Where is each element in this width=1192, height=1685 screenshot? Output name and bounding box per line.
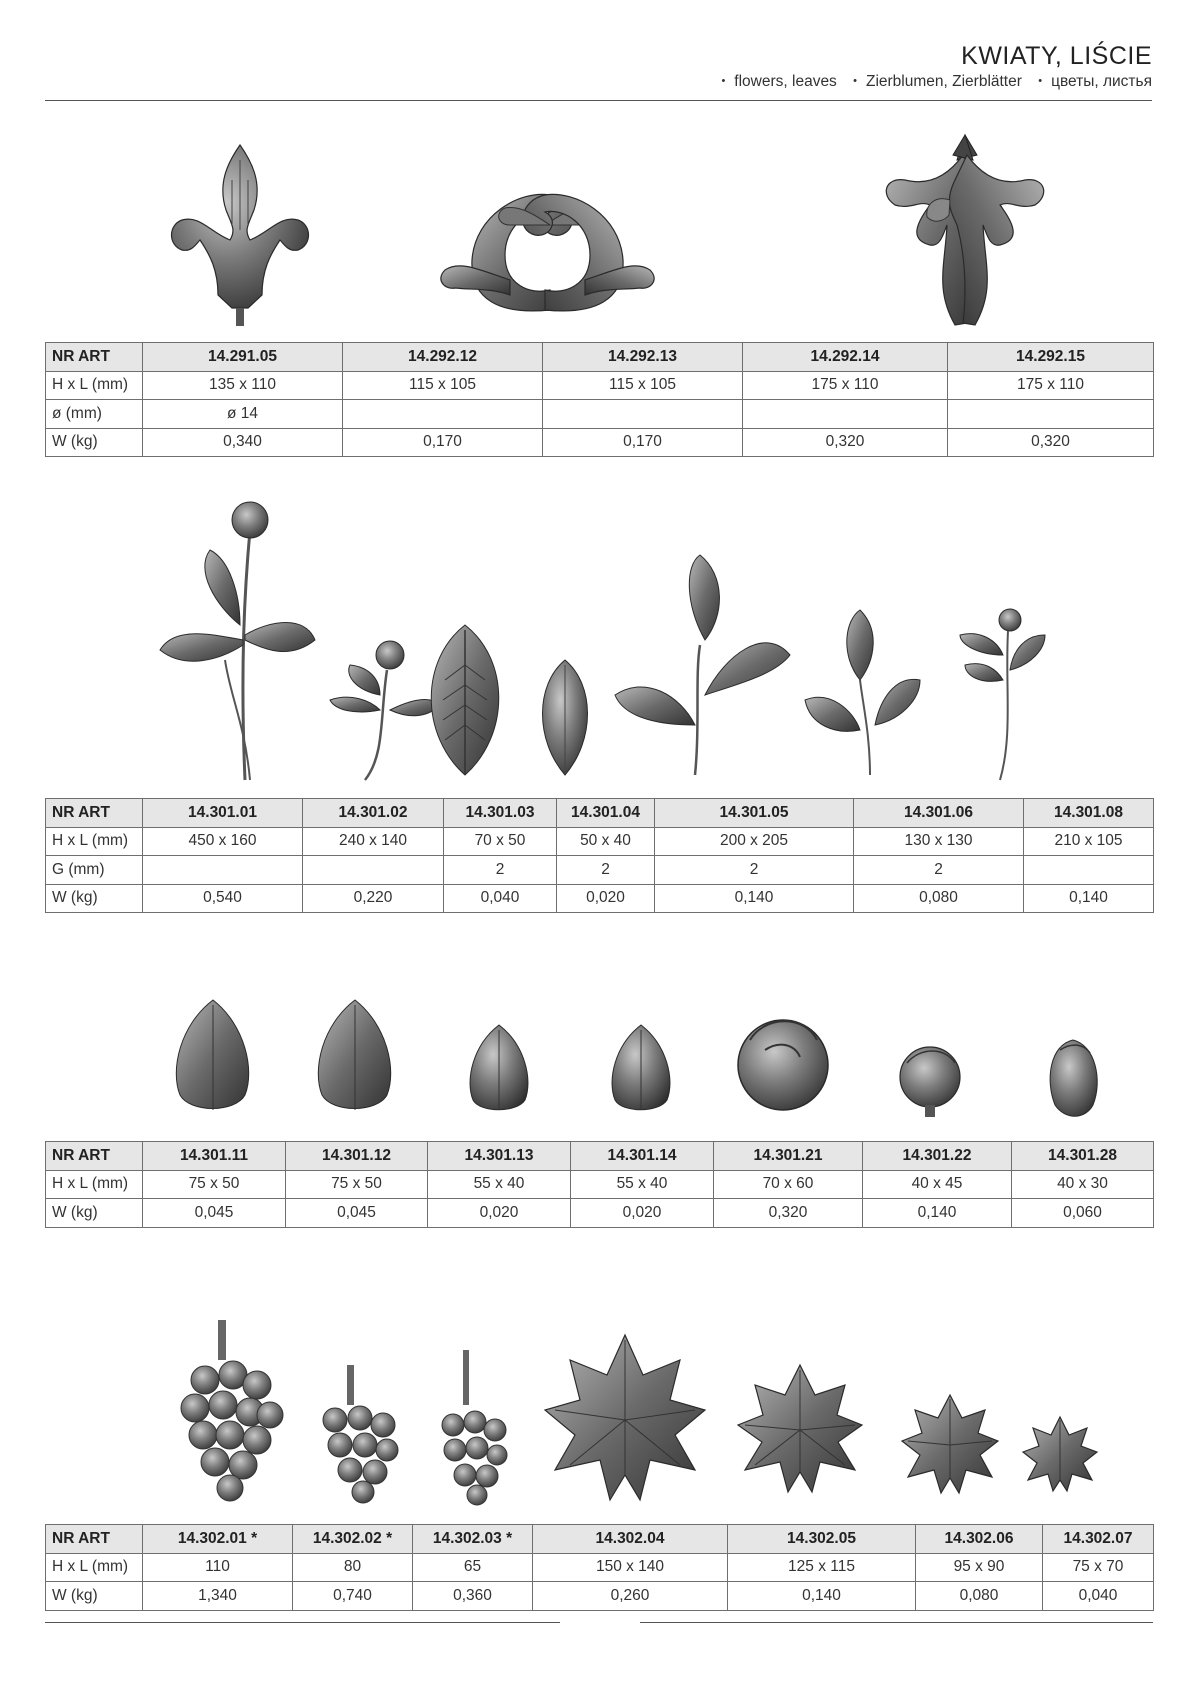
article-number: 14.301.21	[714, 1142, 863, 1171]
row-label: H x L (mm)	[46, 371, 143, 400]
row-label: H x L (mm)	[46, 1170, 143, 1199]
table-row	[46, 400, 1154, 429]
table-row	[46, 884, 1154, 913]
article-number: 14.302.07	[1043, 1525, 1154, 1554]
grape-bunch-small	[442, 1350, 507, 1505]
table-cell: 0,320	[714, 1199, 863, 1228]
beech-leaf-small	[543, 660, 588, 775]
table-row	[46, 1553, 1154, 1582]
vine-leaf-medium	[902, 1395, 998, 1493]
table-cell: 40 x 45	[863, 1170, 1012, 1199]
table-cell: 55 x 40	[571, 1170, 714, 1199]
grape-bunch-medium	[323, 1365, 398, 1503]
table-cell: 0,140	[1024, 884, 1154, 913]
table-cell: 0,140	[863, 1199, 1012, 1228]
article-number: 14.302.02 *	[293, 1525, 413, 1554]
table-cell: 95 x 90	[916, 1553, 1043, 1582]
article-number: 14.301.13	[428, 1142, 571, 1171]
page-header	[45, 40, 1152, 101]
acanthus-leaf-4	[612, 1025, 670, 1110]
table-header-row	[46, 799, 1154, 828]
table-cell: 1,340	[143, 1582, 293, 1611]
subtitle-ru: цветы, листья	[1051, 73, 1152, 90]
article-number: 14.301.04	[557, 799, 655, 828]
article-number: 14.302.06	[916, 1525, 1043, 1554]
leaf-branch-large	[615, 555, 790, 775]
table-cell: 175 x 110	[743, 371, 948, 400]
row-label: H x L (mm)	[46, 827, 143, 856]
article-number: 14.301.11	[143, 1142, 286, 1171]
fleur-de-lis-ornament	[172, 145, 309, 326]
table-row	[46, 827, 1154, 856]
table-cell: 115 x 105	[543, 371, 743, 400]
table-cell: 0,020	[571, 1199, 714, 1228]
article-number: 14.301.22	[863, 1142, 1012, 1171]
row-label: W (kg)	[46, 884, 143, 913]
bullet-1: •	[721, 75, 726, 87]
table-cell: 0,170	[543, 428, 743, 457]
rose-head-medium	[900, 1047, 960, 1117]
table-cell: 70 x 60	[714, 1170, 863, 1199]
vine-leaf-xlarge	[545, 1335, 705, 1500]
table-cell	[343, 400, 543, 429]
table-cell: 0,740	[293, 1582, 413, 1611]
rosebud-branch	[960, 609, 1045, 780]
subtitle-en: flowers, leaves	[734, 73, 837, 90]
section1-images	[45, 120, 1152, 335]
table-cell	[948, 400, 1154, 429]
short-stem-rose	[330, 641, 440, 780]
row-label: NR ART	[46, 1525, 143, 1554]
table-cell: 130 x 130	[854, 827, 1024, 856]
table-row	[46, 1199, 1154, 1228]
table-cell: 70 x 50	[444, 827, 557, 856]
table-cell: 0,140	[728, 1582, 916, 1611]
beech-leaf-large	[431, 625, 499, 775]
table-cell: 135 x 110	[143, 371, 343, 400]
row-label: W (kg)	[46, 1582, 143, 1611]
article-number: 14.301.06	[854, 799, 1024, 828]
page-subtitle	[709, 73, 1152, 91]
section3-images	[45, 995, 1152, 1125]
article-number: 14.292.15	[948, 343, 1154, 372]
table-cell: 0,540	[143, 884, 303, 913]
table-cell: 0,140	[655, 884, 854, 913]
table-cell: 0,170	[343, 428, 543, 457]
table-header-row	[46, 343, 1154, 372]
spec-table-4	[45, 1524, 1154, 1611]
row-label: G (mm)	[46, 856, 143, 885]
table-cell: 0,045	[143, 1199, 286, 1228]
table-row	[46, 1582, 1154, 1611]
article-number: 14.301.02	[303, 799, 444, 828]
table-cell: 0,320	[743, 428, 948, 457]
row-label: NR ART	[46, 343, 143, 372]
acanthus-leaf-3	[470, 1025, 528, 1110]
table-cell: 175 x 110	[948, 371, 1154, 400]
table-cell: 115 x 105	[343, 371, 543, 400]
article-number: 14.301.12	[286, 1142, 428, 1171]
table-cell: 0,040	[444, 884, 557, 913]
table-cell: 0,220	[303, 884, 444, 913]
table-cell: 0,320	[948, 428, 1154, 457]
bullet-2: •	[853, 75, 857, 87]
table-cell: 55 x 40	[428, 1170, 571, 1199]
row-label: H x L (mm)	[46, 1553, 143, 1582]
footer-line-right	[640, 1622, 1153, 1623]
article-number: 14.302.03 *	[413, 1525, 533, 1554]
table-cell: 150 x 140	[533, 1553, 728, 1582]
article-number: 14.301.03	[444, 799, 557, 828]
table-header-row	[46, 1525, 1154, 1554]
table-cell: 75 x 50	[286, 1170, 428, 1199]
article-number: 14.302.04	[533, 1525, 728, 1554]
table-cell: 0,020	[428, 1199, 571, 1228]
table-row	[46, 1170, 1154, 1199]
table-cell: 200 x 205	[655, 827, 854, 856]
table-cell: 125 x 115	[728, 1553, 916, 1582]
article-number: 14.292.14	[743, 343, 948, 372]
footer-line-left	[45, 1622, 560, 1623]
table-cell: 240 x 140	[303, 827, 444, 856]
section4-images	[45, 1320, 1152, 1510]
bullet-3: •	[1038, 75, 1043, 87]
article-number: 14.302.01 *	[143, 1525, 293, 1554]
table-cell	[743, 400, 948, 429]
table-cell: 0,080	[854, 884, 1024, 913]
rosebud-head	[1050, 1040, 1097, 1116]
article-number: 14.301.05	[655, 799, 854, 828]
leaf-branch-medium	[805, 610, 920, 775]
table-cell	[1024, 856, 1154, 885]
table-cell: 2	[557, 856, 655, 885]
table-cell	[143, 856, 303, 885]
table-cell: 0,340	[143, 428, 343, 457]
long-stem-rose	[160, 502, 315, 780]
table-cell: 2	[444, 856, 557, 885]
table-header-row	[46, 1142, 1154, 1171]
table-cell: 210 x 105	[1024, 827, 1154, 856]
subtitle-de: Zierblumen, Zierblätter	[865, 73, 1022, 90]
row-label: ø (mm)	[46, 400, 143, 429]
acanthus-leaf-1	[176, 1000, 248, 1110]
article-number: 14.302.05	[728, 1525, 916, 1554]
article-number: 14.301.08	[1024, 799, 1154, 828]
table-cell: ø 14	[143, 400, 343, 429]
table-cell: 0,020	[557, 884, 655, 913]
spec-table-3	[45, 1141, 1154, 1228]
table-row	[46, 856, 1154, 885]
spec-table-1	[45, 342, 1154, 457]
table-cell: 110	[143, 1553, 293, 1582]
table-cell: 2	[655, 856, 854, 885]
table-cell: 0,080	[916, 1582, 1043, 1611]
grape-bunch-large	[181, 1320, 283, 1501]
table-cell: 0,040	[1043, 1582, 1154, 1611]
row-label: NR ART	[46, 799, 143, 828]
table-cell: 80	[293, 1553, 413, 1582]
article-number: 14.292.12	[343, 343, 543, 372]
vine-leaf-small	[1023, 1417, 1097, 1491]
article-number: 14.301.28	[1012, 1142, 1154, 1171]
table-cell: 65	[413, 1553, 533, 1582]
table-cell: 50 x 40	[557, 827, 655, 856]
table-cell	[543, 400, 743, 429]
table-cell: 0,360	[413, 1582, 533, 1611]
article-number: 14.292.13	[543, 343, 743, 372]
section2-images	[45, 495, 1152, 785]
table-row	[46, 371, 1154, 400]
rose-head-large	[738, 1020, 828, 1110]
table-cell: 2	[854, 856, 1024, 885]
row-label: W (kg)	[46, 428, 143, 457]
table-row	[46, 428, 1154, 457]
vine-leaf-large	[738, 1365, 862, 1492]
row-label: NR ART	[46, 1142, 143, 1171]
table-cell	[303, 856, 444, 885]
table-cell: 0,060	[1012, 1199, 1154, 1228]
table-cell: 0,045	[286, 1199, 428, 1228]
acanthus-leaf-2	[318, 1000, 390, 1110]
table-cell: 75 x 50	[143, 1170, 286, 1199]
table-cell: 450 x 160	[143, 827, 303, 856]
table-cell: 75 x 70	[1043, 1553, 1154, 1582]
table-cell: 40 x 30	[1012, 1170, 1154, 1199]
article-number: 14.291.05	[143, 343, 343, 372]
table-cell: 0,260	[533, 1582, 728, 1611]
row-label: W (kg)	[46, 1199, 143, 1228]
spec-table-2	[45, 798, 1154, 913]
page-title: KWIATY, LIŚCIE	[961, 42, 1152, 70]
article-number: 14.301.01	[143, 799, 303, 828]
article-number: 14.301.14	[571, 1142, 714, 1171]
